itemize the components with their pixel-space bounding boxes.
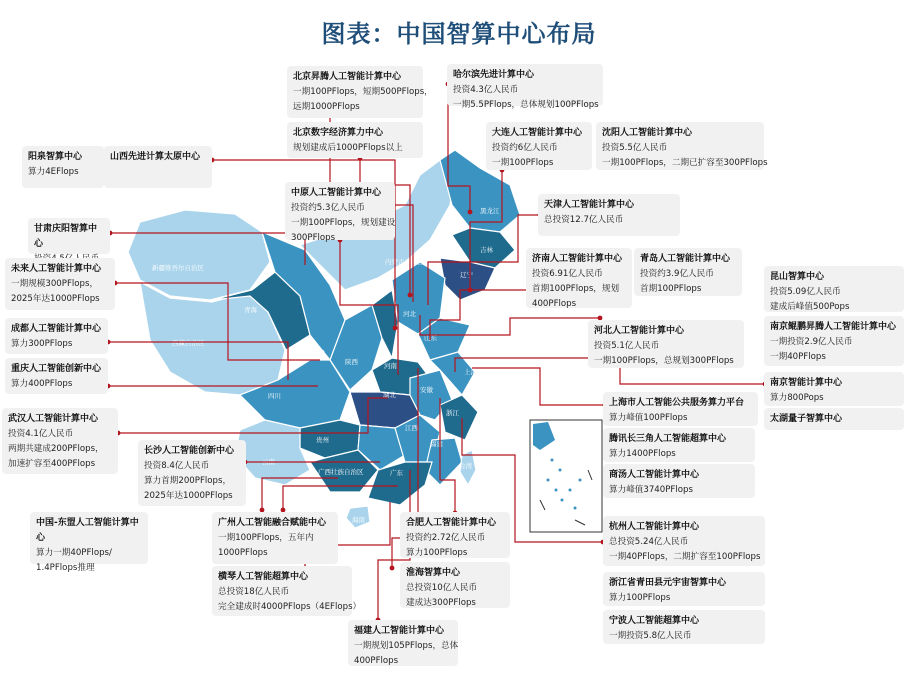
card-title: 浙江省青田县元宇宙智算中心	[609, 578, 727, 588]
province-zhejiang	[440, 395, 478, 440]
label-sichuan: 四川	[268, 392, 281, 400]
card-line: 一期规划105PFlops，总体	[354, 641, 459, 651]
card-guangzhou	[212, 512, 338, 564]
card-tianjin	[538, 194, 680, 236]
card-yangquan	[22, 146, 104, 188]
province-yunnan	[235, 420, 310, 485]
card-harbin	[447, 64, 603, 110]
dot-target-dalian	[468, 288, 473, 293]
card-line: 加速扩容至400PFlops	[8, 459, 96, 469]
card-title: 重庆人工智能创新中心	[11, 364, 102, 374]
card-title: 太湖量子智算中心	[770, 414, 843, 424]
label-guizhou: 贵州	[316, 436, 329, 444]
card-line: 一期规模300PFlops，	[11, 279, 99, 289]
card-title: 昆山智算中心	[770, 272, 825, 282]
card-line: 算力峰值3740PFlops	[609, 485, 693, 495]
card-title: 济南人工智能计算中心	[532, 254, 623, 264]
label-henan: 河南	[384, 362, 397, 370]
card-line: 2025年达1000PFlops	[11, 294, 100, 304]
card-title: 沈阳人工智能计算中心	[602, 128, 693, 138]
label-shandong: 山东	[424, 334, 437, 342]
card-line: 1.4PFlops推理	[36, 563, 95, 573]
card-gansu	[28, 218, 110, 254]
card-line: 算力400PFlops	[11, 379, 73, 389]
card-beijing-sx	[287, 66, 433, 118]
card-title: 大连人工智能计算中心	[492, 128, 583, 138]
card-hebei	[588, 320, 744, 368]
card-line: 投资约5.3亿人民币	[291, 203, 365, 213]
card-title: 未来人工智能计算中心	[11, 264, 102, 274]
card-title: 淮海智算中心	[406, 568, 461, 578]
card-title: 福建人工智能计算中心	[354, 626, 445, 636]
card-nanjing-kp	[764, 316, 904, 366]
card-qingtian	[603, 572, 765, 606]
card-line: 算力首期200PFlops，	[144, 476, 232, 486]
card-shanghai	[603, 392, 758, 426]
card-line: 2025年达1000PFlops	[144, 491, 233, 501]
label-gansu: 甘肃	[312, 349, 325, 357]
label-hainan: 海南	[352, 516, 365, 524]
card-ningbo	[603, 610, 765, 644]
card-title: 横琴人工智能超算中心	[218, 572, 309, 582]
card-title: 武汉人工智能计算中心	[8, 414, 99, 424]
card-line: 投资4.3亿人民币	[453, 85, 519, 95]
label-fujian: 福建	[430, 440, 443, 448]
label-guangdong: 广东	[390, 469, 403, 477]
card-line: 400PFlops	[532, 299, 577, 309]
card-title: 哈尔滨先进计算中心	[453, 70, 535, 80]
card-title: 合肥人工智能计算中心	[406, 518, 497, 528]
card-hengqin	[212, 566, 362, 616]
label-hubei: 湖北	[383, 391, 396, 399]
card-jinan	[526, 248, 632, 308]
card-line: 两期共建成200PFlops，	[8, 444, 104, 454]
card-shanxi	[104, 146, 212, 188]
card-title: 长沙人工智能创新中心	[144, 446, 235, 456]
card-fujian	[348, 620, 458, 666]
dot-target-harbin	[468, 210, 473, 215]
card-line: 一期投资2.9亿人民币	[770, 337, 853, 347]
card-line: 投资8.4亿人民币	[144, 461, 210, 471]
label-yunnan: 云南	[262, 458, 275, 466]
card-line: 投资约3.9亿人民币	[640, 269, 714, 279]
dot-huaihai	[390, 566, 395, 571]
card-line: 1000PFlops	[218, 548, 268, 558]
card-line: 一期投资5.8亿人民币	[609, 631, 692, 641]
card-line: 投资6.91亿人民币	[532, 269, 603, 279]
card-tencent	[603, 428, 755, 462]
card-line: 规划建成后1000PFlops以上	[293, 143, 403, 153]
card-beijing-sz	[287, 122, 423, 158]
card-title: 北京数字经济算力中心	[293, 128, 384, 138]
card-title: 上海市人工智能公共服务算力平台	[609, 398, 745, 408]
card-title: 杭州人工智能计算中心	[609, 522, 700, 532]
card-line: 算力100PFlops	[406, 548, 468, 558]
card-nanjing	[764, 372, 904, 406]
card-line: 建成后峰值500Pops	[770, 302, 850, 312]
label-jiangxi: 江西	[405, 424, 418, 432]
card-line: 总投资12.7亿人民币	[544, 215, 624, 225]
card-line: 一期40PFlops	[770, 352, 826, 362]
card-title: 南京鲲鹏昇腾人工智能计算中心	[770, 322, 897, 332]
card-line: 400PFlops	[354, 656, 399, 666]
card-hefei	[400, 512, 510, 558]
card-title: 青岛人工智能计算中心	[640, 254, 731, 264]
card-line: 首期100PFlops	[640, 284, 702, 294]
label-qinghai: 青海	[244, 306, 257, 314]
label-xinjiang: 新疆维吾尔自治区	[152, 264, 204, 272]
card-line: 算力4EFlops	[28, 167, 79, 177]
card-shangtang	[603, 464, 755, 498]
card-weilai	[5, 258, 115, 310]
card-line: 建成达300PFlops	[406, 598, 476, 608]
card-line: 300PFlops	[291, 233, 336, 243]
card-wuhan	[2, 408, 118, 474]
card-line: 投资4.1亿人民币	[8, 429, 74, 439]
card-qingdao	[634, 248, 742, 296]
card-dalian	[486, 122, 592, 170]
card-hangzhou	[603, 516, 765, 566]
card-title: 腾讯长三角人工智能超算中心	[609, 434, 727, 444]
card-changsha	[138, 440, 246, 506]
card-line: 远期1000PFlops	[293, 102, 360, 112]
card-line: 算力一期40PFlops/	[36, 548, 112, 558]
card-line: 一期100PFlops，二期已扩容至300PFlops	[602, 158, 768, 168]
card-line: 总投资10亿人民币	[406, 583, 478, 593]
label-anhui: 安徽	[420, 386, 433, 394]
card-title: 成都人工智能计算中心	[11, 324, 102, 334]
card-line: 一期100PFlops，总规划300PFlops	[594, 356, 734, 366]
card-line: 一期100PFlops，规划建设	[291, 218, 396, 228]
card-line: 投资5.09亿人民币	[770, 287, 841, 297]
label-jilin: 吉林	[480, 246, 493, 254]
card-title: 北京昇腾人工智能计算中心	[293, 72, 402, 82]
card-line: 一期40PFlops，二期扩容至100PFlops	[609, 552, 761, 562]
card-line: 完全建成时4000PFlops（4EFlops）	[218, 602, 362, 612]
card-title: 广州人工智能融合赋能中心	[218, 518, 327, 528]
card-title: 山西先进计算太原中心	[110, 152, 201, 162]
card-title: 商汤人工智能计算中心	[609, 470, 700, 480]
label-guangxi: 广西壮族自治区	[318, 468, 364, 476]
page-title: 图表：中国智算中心布局	[321, 19, 597, 48]
card-chengdu	[5, 318, 108, 354]
card-title: 中原人工智能计算中心	[291, 188, 382, 198]
label-neimenggu: 内蒙古自治区	[385, 258, 424, 266]
dot-target-shanxi	[393, 326, 398, 331]
card-chongqing	[5, 358, 108, 394]
label-shanghai: 上海	[464, 368, 477, 376]
card-line: 投资5.1亿人民币	[594, 341, 660, 351]
card-line: 总投资5.24亿人民币	[609, 537, 689, 547]
label-taiwan: 台湾	[459, 462, 472, 470]
card-line: 投资5.5亿人民币	[602, 143, 668, 153]
south-china-sea-inset	[530, 420, 602, 532]
dot-target-beijing	[408, 293, 413, 298]
label-zhejiang: 浙江	[446, 409, 459, 417]
card-title: 中国-东盟人工智能计算中心	[36, 518, 139, 543]
label-shaanxi: 陕西	[345, 358, 358, 366]
card-title: 宁波人工智能超算中心	[609, 616, 700, 626]
card-taihu	[764, 408, 904, 430]
card-title: 南京智能计算中心	[770, 378, 843, 388]
card-line: 投资约6亿人民币	[492, 143, 558, 153]
card-kunshan	[764, 266, 904, 312]
card-line: 算力100PFlops	[609, 593, 671, 603]
card-asean	[30, 512, 148, 573]
card-title: 甘肃庆阳智算中心	[34, 224, 98, 249]
card-line: 算力1400PFlops	[609, 449, 676, 459]
card-line: 一期5.5PFlops，总体规划100PFlops	[453, 100, 599, 110]
label-heilongjiang: 黑龙江	[480, 207, 500, 215]
card-line: 总投资18亿人民币	[218, 587, 290, 597]
card-shenyang	[596, 122, 768, 170]
card-title: 河北人工智能计算中心	[594, 326, 685, 336]
card-zhongyuan	[285, 182, 396, 243]
card-line: 一期100PFlops，短期500PFlops，	[293, 87, 433, 97]
card-title: 天津人工智能计算中心	[544, 200, 635, 210]
card-line: 算力800Pops	[770, 393, 824, 403]
card-title: 阳泉智算中心	[28, 152, 83, 162]
card-line: 一期100PFlops	[492, 158, 554, 168]
card-line: 首期100PFlops，规划	[532, 284, 620, 294]
card-line: 投资约2.72亿人民币	[406, 533, 486, 543]
card-huaihai	[400, 562, 510, 608]
card-line: 算力300PFlops	[11, 339, 73, 349]
label-xizang: 西藏自治区	[172, 339, 205, 347]
label-liaoning: 辽宁	[460, 271, 473, 279]
leader-shanghai	[472, 368, 605, 405]
card-line: 算力峰值100PFlops	[609, 413, 688, 423]
label-hebei: 河北	[403, 310, 416, 318]
card-line: 一期100PFlops，五年内	[218, 533, 314, 543]
